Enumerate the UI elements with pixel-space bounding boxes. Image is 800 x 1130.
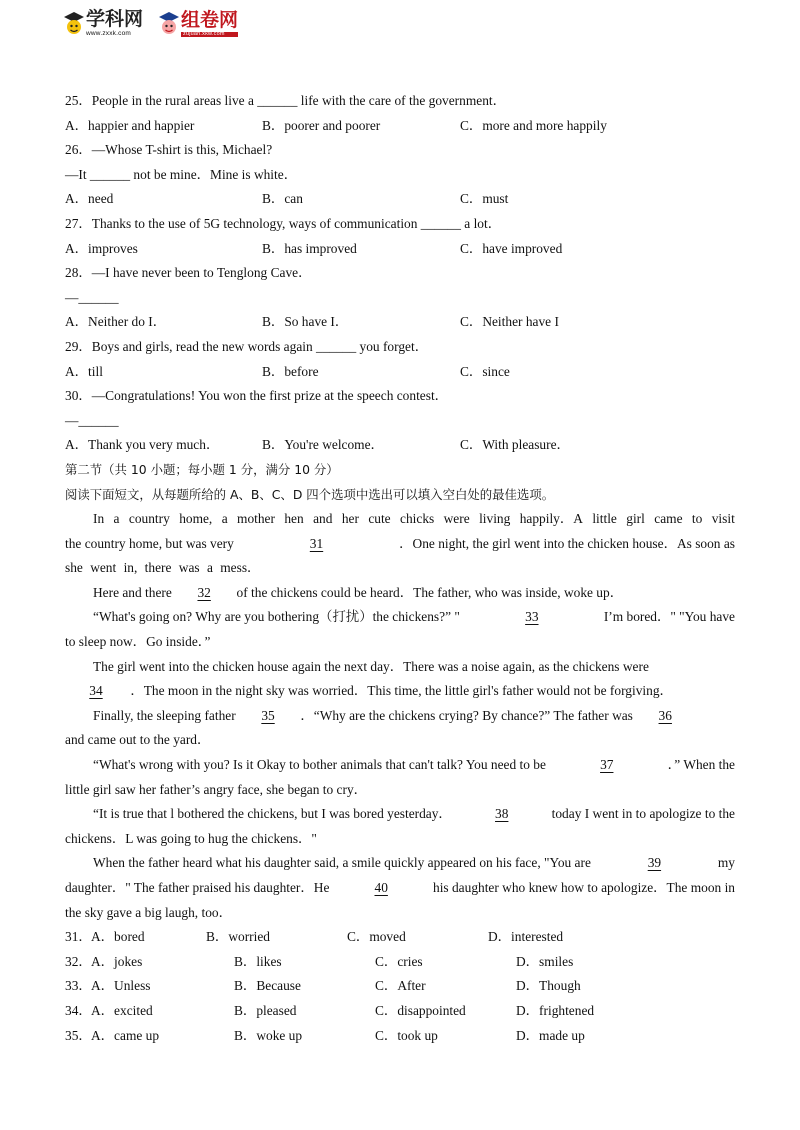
blank-37: 37 [600, 757, 614, 773]
question-30-stem-2: —______ [65, 412, 119, 428]
option-c: C．took up [375, 1027, 438, 1043]
passage-line: to sleep now．Go inside．” [65, 634, 211, 650]
zxxk-logo [62, 10, 143, 38]
passage-line [65, 532, 735, 557]
option-c: C．cries [375, 953, 423, 969]
question-28-options [65, 310, 735, 335]
text: “It is true that l bothered the chickens, but I was bored yesterday． [93, 806, 452, 822]
options-35 [65, 1024, 735, 1049]
options-31 [65, 925, 735, 950]
word: happily．A [519, 511, 583, 527]
text: ．The moon in the night sky was worried．This time, the little girl's father would not be forgiving． [130, 683, 673, 699]
option-b: B．Because [234, 978, 301, 994]
option-b: B．has improved [262, 240, 357, 256]
blank-35: 35 [261, 707, 275, 723]
option-c: C．since [460, 363, 510, 379]
logo2-url: zujuan.xkw.com [181, 32, 238, 38]
option-b: B．poorer and poorer [262, 117, 381, 133]
options-33 [65, 974, 735, 999]
option-a: A．happier and happier [65, 117, 195, 133]
passage-line [65, 802, 735, 827]
word: home, [179, 511, 213, 527]
text: Here and there [93, 584, 172, 600]
option-b: B．woke up [234, 1027, 303, 1043]
option-number: 33． [65, 978, 92, 994]
logo1-url: www.zxxk.com [86, 30, 132, 38]
blank-39: 39 [647, 855, 662, 871]
option-c: C．moved [347, 929, 406, 945]
question-28-stem: 28．—I have never been to Tenglong Cave． [65, 265, 312, 281]
option-c: C．more and more happily [460, 117, 607, 133]
graduate-mascot-icon [62, 10, 86, 38]
passage-line: she went in, there was a mess． [65, 560, 261, 576]
text: the country home, but was very [65, 535, 234, 551]
text: “What's wrong with you? Is it Okay to bother animals that can't talk? You need to be [93, 757, 546, 773]
text: Finally, the sleeping father [93, 707, 236, 723]
option-number: 32． [65, 953, 92, 969]
word: were [443, 511, 470, 527]
option-a: A．bored [91, 929, 145, 945]
option-b: B．So have I． [262, 314, 349, 330]
word: to [691, 511, 703, 527]
option-a: A．jokes [91, 953, 143, 969]
word: a [113, 511, 120, 527]
passage-line [65, 605, 735, 630]
question-26-stem-2: —It ______ not be mine．Mine is white． [65, 166, 298, 182]
question-26-stem: 26．—Whose T-shirt is this, Michael? [65, 142, 273, 158]
word: country [128, 511, 170, 527]
text: When the father heard what his daughter said, a smile quickly appeared on his face, "You are [93, 855, 591, 871]
text: I’m bored．" "You have [603, 609, 735, 625]
option-d: D．frightened [516, 1002, 595, 1018]
option-a: A．improves [65, 240, 138, 256]
text: of the chickens could be heard．The father, who was inside, woke up． [236, 584, 624, 600]
option-d: D．made up [516, 1027, 585, 1043]
option-b: B．pleased [234, 1002, 297, 1018]
passage-line [65, 581, 735, 606]
option-a: A．excited [91, 1002, 153, 1018]
word: cute [368, 511, 391, 527]
word: came [654, 511, 683, 527]
text: ．“Why are the chickens crying? By chance?” The father was [300, 707, 633, 723]
option-d: D．interested [488, 929, 564, 945]
option-b: B．can [262, 191, 303, 207]
text: “What's going on? Why are you bothering（打扰）the chickens?” " [93, 609, 460, 625]
option-a: A．Neither do I． [65, 314, 167, 330]
word: visit [711, 511, 735, 527]
option-a: A．came up [91, 1027, 160, 1043]
logo2-name: 组卷网 [181, 9, 239, 31]
student-mascot-icon [157, 10, 181, 38]
text: his daughter who knew how to apologize．The moon in [433, 880, 735, 895]
blank-33: 33 [525, 609, 539, 625]
option-number: 35． [65, 1027, 92, 1043]
question-29-options [65, 360, 735, 385]
option-c: C．disappointed [375, 1002, 466, 1018]
option-d: D．smiles [516, 953, 574, 969]
word: mother [237, 511, 275, 527]
blank-32: 32 [197, 584, 211, 600]
passage-line: The girl went into the chicken house again the next day．There was a noise again, as the chickens were [93, 658, 649, 674]
option-c: C．After [375, 978, 426, 994]
header-logos [62, 10, 252, 44]
option-number: 31． [65, 929, 92, 945]
question-28-stem-2: —______ [65, 289, 119, 305]
blank-31: 31 [309, 535, 324, 551]
word: a [221, 511, 228, 527]
passage-line [65, 507, 735, 532]
option-c: C．must [460, 191, 509, 207]
passage-line [65, 679, 735, 704]
blank-34: 34 [89, 683, 103, 699]
question-27-stem: 27．Thanks to the use of 5G technology, ways of communication ______ a lot． [65, 215, 502, 231]
blank-38: 38 [495, 806, 509, 822]
word: little [592, 511, 617, 527]
passage-line: little girl saw her father’s angry face, she began to cry． [65, 781, 368, 797]
option-b: B．before [262, 363, 319, 379]
question-27-options [65, 237, 735, 262]
passage-line: chickens．L was going to hug the chickens．" [65, 830, 317, 846]
option-a: A．till [65, 363, 103, 379]
logo1-name: 学科网 [86, 9, 144, 31]
word: and [313, 511, 333, 527]
blank-36: 36 [658, 707, 672, 723]
option-c: C．With pleasure． [460, 437, 570, 453]
text: daughter．" The father praised his daughter．He [65, 880, 330, 895]
option-a: A．Unless [91, 978, 151, 994]
options-32 [65, 950, 735, 975]
option-a: A．need [65, 191, 114, 207]
options-34 [65, 999, 735, 1024]
text: ．One night, the girl went into the chicken house．As soon as [399, 535, 735, 551]
option-c: C．have improved [460, 240, 563, 256]
passage-line [65, 704, 735, 729]
word: chicks [400, 511, 435, 527]
question-30-stem: 30．—Congratulations! You won the first prize at the speech contest． [65, 388, 449, 404]
question-25-options [65, 114, 735, 139]
option-b: B．You're welcome． [262, 437, 384, 453]
blank-40: 40 [374, 880, 388, 895]
option-d: D．Though [516, 978, 581, 994]
option-b: B．likes [234, 953, 282, 969]
word: hen [284, 511, 304, 527]
text: today I went in to apologize to the [551, 806, 735, 822]
passage-line [65, 851, 735, 876]
option-b: B．worried [206, 929, 270, 945]
text: my [717, 855, 735, 871]
passage-line [65, 876, 735, 901]
word: her [341, 511, 359, 527]
question-29-stem: 29．Boys and girls, read the new words again ______ you forget． [65, 338, 429, 354]
option-number: 34． [65, 1002, 92, 1018]
question-25-stem: 25．People in the rural areas live a ______ life with the care of the government． [65, 93, 507, 108]
word: In [93, 511, 105, 527]
section-instruction: 阅读下面短文，从每题所给的 A、B、C、D 四个选项中选出可以填入空白处的最佳选项。 [65, 486, 555, 502]
option-a: A．Thank you very much． [65, 437, 220, 453]
exam-content [65, 89, 735, 1048]
section-heading: 第二节（共 10 小题；每小题 1 分，满分 10 分） [65, 461, 339, 477]
option-c: C．Neither have I [460, 314, 559, 330]
passage-line: and came out to the yard． [65, 732, 211, 748]
zujuan-logo [157, 10, 238, 38]
question-26-options [65, 187, 735, 212]
passage-line [65, 753, 735, 778]
word: girl [626, 511, 645, 527]
word: living [479, 511, 511, 527]
question-30-options [65, 433, 735, 458]
text: ．” When the [667, 757, 735, 773]
passage-line: the sky gave a big laugh, too． [65, 904, 232, 920]
